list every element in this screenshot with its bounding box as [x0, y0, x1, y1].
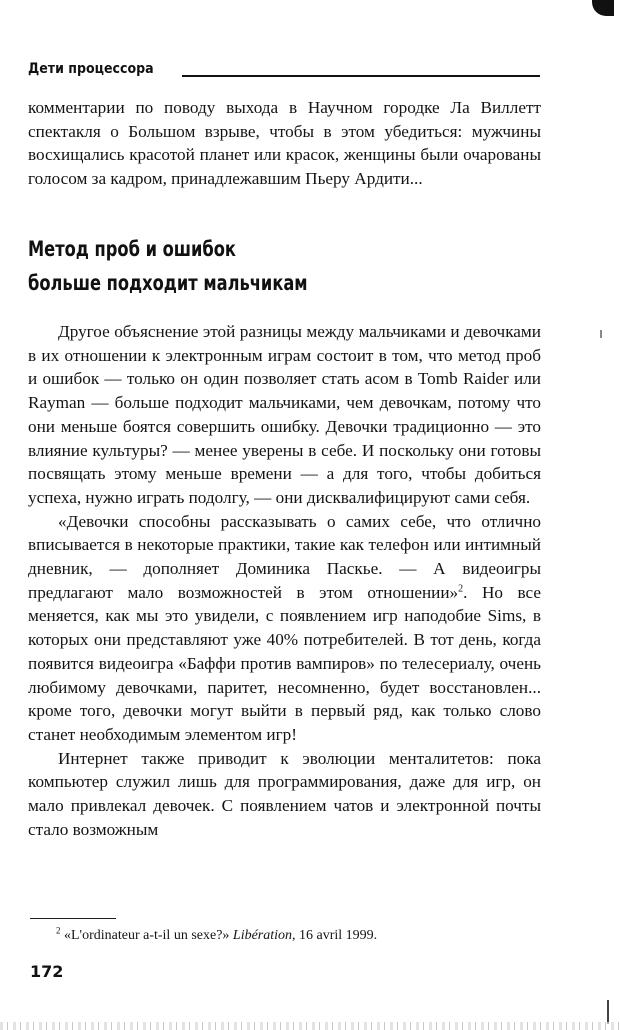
scan-corner-mark: [592, 0, 614, 16]
footnote-separator: [30, 918, 116, 919]
intro-text-block: [28, 96, 541, 191]
footnote-date: , 16 avril 1999.: [292, 928, 378, 943]
footnote-reference: 2: [458, 583, 464, 594]
body-paragraph-1: Другое объяснение этой разницы между мальчиками и девочками в их отношении к электронным играм состоит в том, что метод проб и ошибок — только он один позволяет стать асом в Tomb Raider или Rayman — больше подходит мальчиками, чем девочкам, потому что они меньше боятся совершить ошибку. Девочки традиционно — это влияние культуры? — менее уверены в себе. И поскольку они готовы посвящать этому меньше времени — а для того, чтобы добиться успеха, нужно играть подолгу, — они дисквалифицируют сами себя.: [28, 322, 541, 507]
running-head-title: Дети процессора: [28, 61, 154, 77]
footnote: [56, 927, 526, 945]
body-paragraph-2: [28, 510, 541, 747]
body-paragraph-3: Интернет также приводит к эволюции менталитетов: пока компьютер служил лишь для программирования, даже для игр, он мало привлекал девочек. С появлением чатов и электронной почты стало возможным: [28, 748, 541, 839]
intro-paragraph: комментарии по поводу выхода в Научном городке Ла Виллетт спектакля о Большом взрыве, чтобы в этом убедиться: мужчины восхищались красотой планет или красок, женщины были очарованы голосом за кадром, принадлежавшим Пьеру Ардити...: [28, 98, 541, 189]
scan-margin-mark: [600, 330, 602, 338]
body-text-block: [28, 320, 541, 841]
running-head: [28, 60, 540, 82]
paragraph-2-before-note: «Девочки способны рассказывать о самих себе, что отлично вписывается в некоторые практики, такие как телефон или интимный дневник, — дополняет Доминика Паскье. — А видеоигры предлагают мало возможностей в этом отношении»: [28, 511, 541, 602]
scan-margin-tick: [607, 1000, 609, 1024]
footnote-title: «L'ordinateur a-t-il un sexe?»: [64, 928, 230, 943]
footnote-source: Libération: [232, 928, 293, 943]
section-heading-line-2: больше подходит мальчикам: [28, 271, 308, 295]
paragraph-2-after-note: . Но все меняется, как мы это увидели, с появлением игр наподобие Sims, в которых они представляют уже 40% потребителей. В тот день, когда появится видеоигра «Баффи против вампиров» по телесериалу, очень любимому девочками, паритет, несомненно, будет восстановлен... кроме того, девочки могут выйти в первый ряд, как только слово станет необходимым элементом игр!: [28, 582, 541, 744]
scan-bottom-edge: [0, 1022, 620, 1030]
page-number: 172: [30, 962, 64, 981]
running-head-rule: [182, 75, 540, 77]
section-heading: [28, 232, 475, 300]
section-heading-line-1: Метод проб и ошибок: [28, 237, 236, 261]
footnote-number: 2: [56, 925, 61, 936]
